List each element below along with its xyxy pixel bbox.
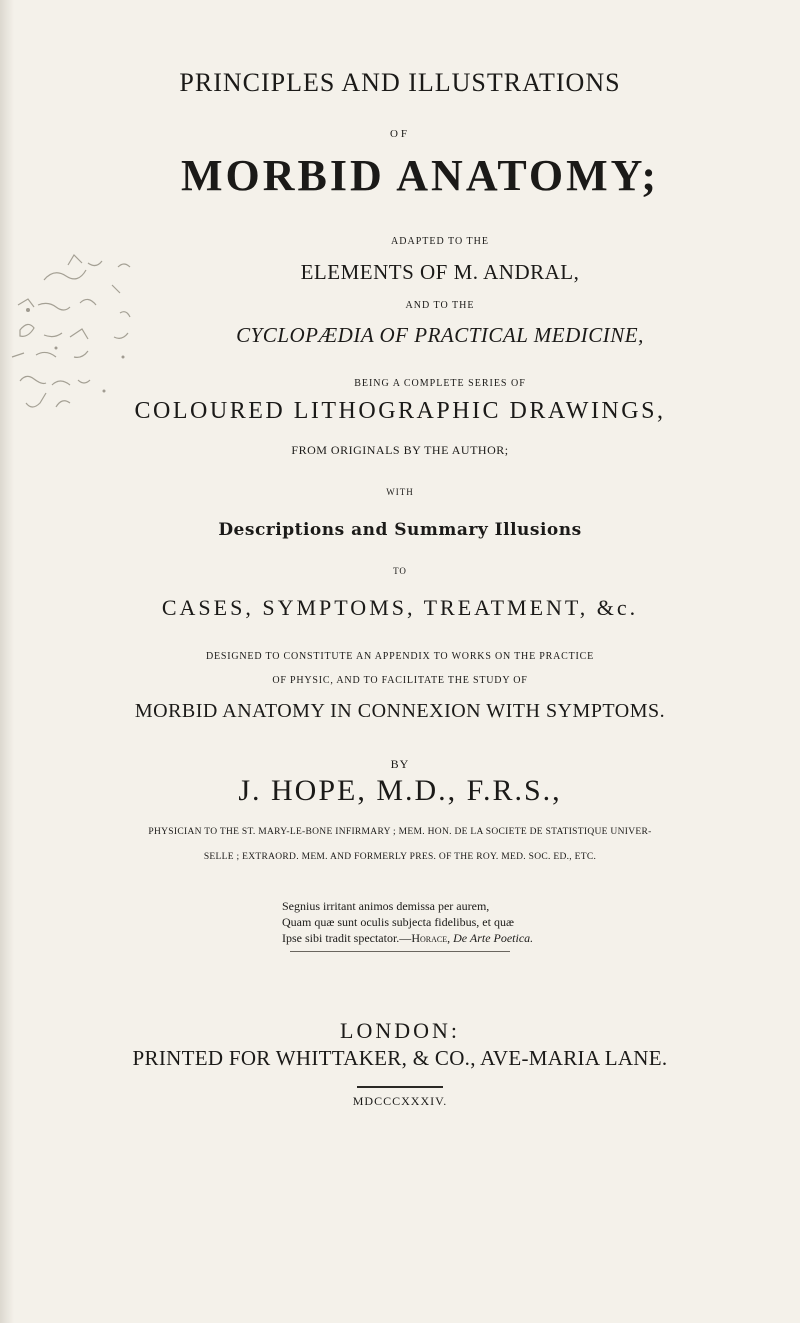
adapted-text: ADAPTED TO THE	[391, 236, 489, 247]
physic-line: OF PHYSIC, AND TO FACILITATE THE STUDY OF	[272, 675, 528, 686]
epigraph-line-3	[282, 930, 722, 946]
imprint-city: LONDON:	[340, 1018, 460, 1043]
book-title: MORBID ANATOMY;	[180, 151, 660, 200]
from-originals: FROM ORIGINALS BY THE AUTHOR;	[291, 443, 509, 457]
coloured-drawings: COLOURED LITHOGRAPHIC DRAWINGS,	[134, 398, 666, 424]
date-rule	[357, 1086, 443, 1088]
heading: PRINCIPLES AND ILLUSTRATIONS	[179, 68, 621, 97]
credentials-line-2: SELLE ; EXTRAORD. MEM. AND FORMERLY PRES. OF THE ROY. MED. SOC. ED., ETC.	[203, 852, 597, 862]
being-text: BEING A COMPLETE SERIES OF	[354, 378, 526, 389]
of-text: OF	[389, 128, 411, 140]
epigraph-line-2: Quam quæ sunt oculis subjecta fidelibus, et quæ	[282, 915, 514, 929]
imprint-date: MDCCCXXXIV.	[352, 1094, 448, 1108]
imprint-printer: PRINTED FOR WHITTAKER, & CO., AVE-MARIA LANE.	[132, 1046, 668, 1070]
epigraph-attribution: Horace,	[411, 931, 451, 945]
elements-text: ELEMENTS OF M. ANDRAL,	[300, 260, 580, 284]
epigraph	[282, 898, 722, 946]
epigraph-line-1: Segnius irritant animos demissa per aurem,	[282, 899, 490, 913]
credentials-line-1: PHYSICIAN TO THE ST. MARY-LE-BONE INFIRMARY ; MEM. HON. DE LA SOCIETE DE STATISTIQUE UNIVER-	[148, 827, 652, 837]
cyclopaedia-text: CYCLOPÆDIA OF PRACTICAL MEDICINE,	[236, 323, 644, 347]
divider-rule	[290, 951, 510, 952]
morbid-connexion-line: MORBID ANATOMY IN CONNEXION WITH SYMPTOMS.	[134, 700, 666, 722]
author-name: J. HOPE, M.D., F.R.S.,	[238, 774, 562, 807]
epigraph-line-3-text: Ipse sibi tradit spectator.—	[282, 931, 412, 945]
with-text: WITH	[386, 487, 414, 497]
designed-line: DESIGNED TO CONSTITUTE AN APPENDIX TO WORKS ON THE PRACTICE	[205, 651, 595, 662]
to-text: TO	[393, 566, 407, 576]
and-to-text: AND TO THE	[405, 300, 475, 311]
cases-line: CASES, SYMPTOMS, TREATMENT, &c.	[161, 595, 639, 620]
by-text: BY	[390, 757, 410, 771]
epigraph-work: De Arte Poetica.	[453, 931, 534, 945]
descriptions-text: Descriptions and Summary Illusions	[218, 520, 582, 540]
